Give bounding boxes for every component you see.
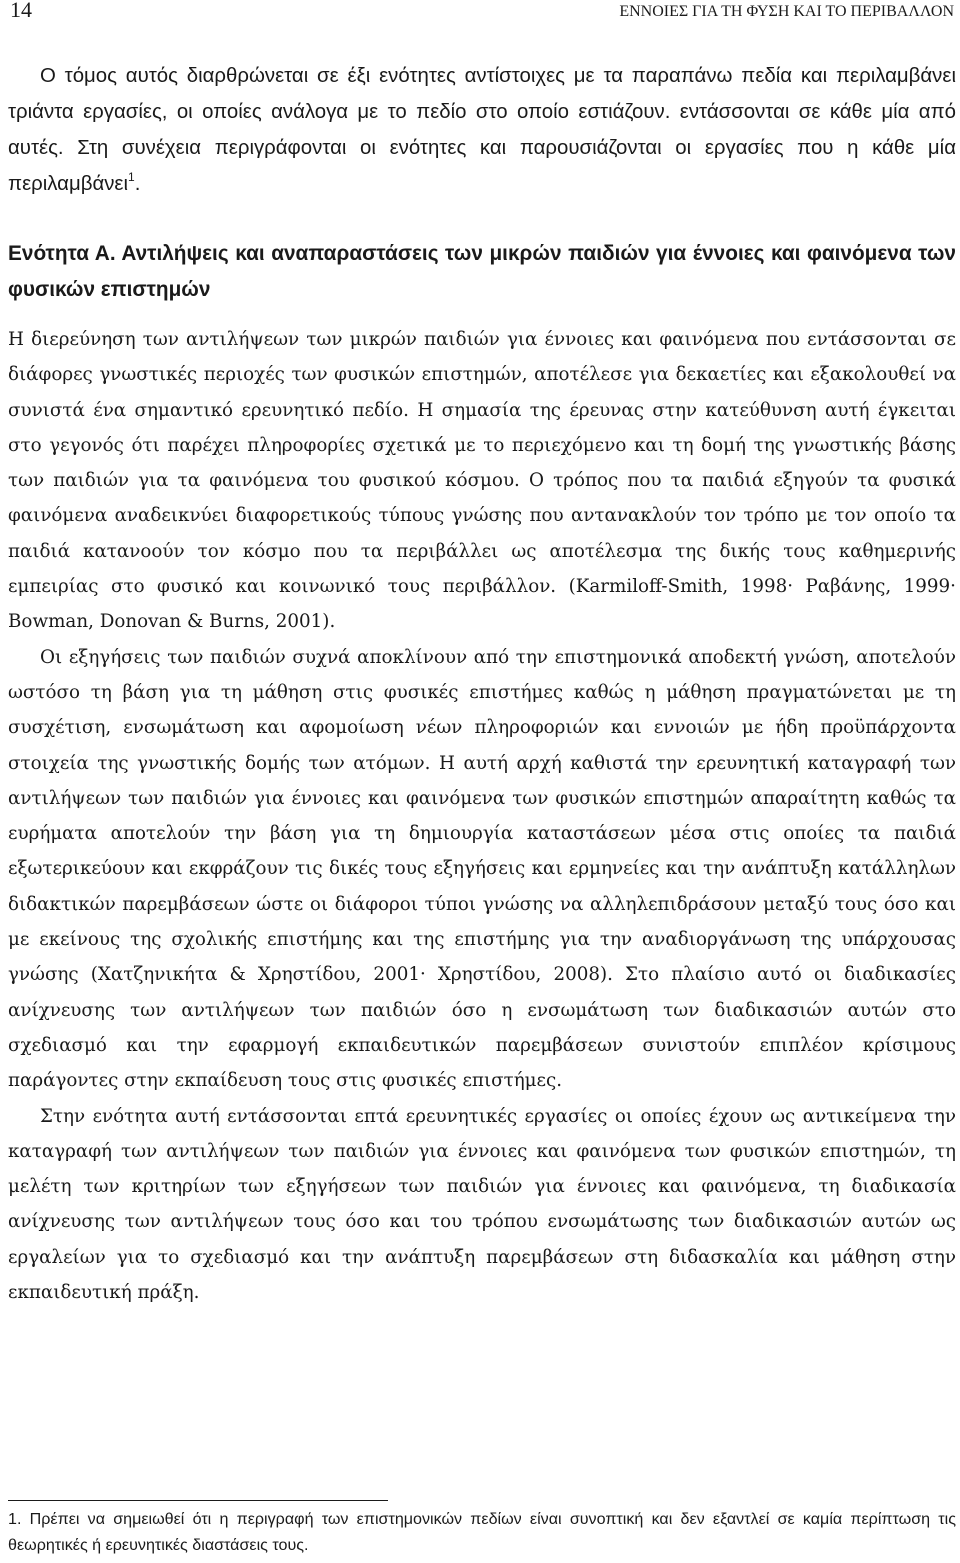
intro-text: Ο τόμος αυτός διαρθρώνεται σε έξι ενότητες αντίστοιχες με τα παραπάνω πεδία και περιλαμβάνει τριάντα εργασίες, οι οποίες ανάλογα με το πεδίο στο οποίο εστιάζουν. εντάσσονται σε κάθε μία από αυτές. Στη συνέχεια περιγράφονται οι ενότητες και παρουσιάζονται οι εργασίες που η κάθε μία περιλαμβάνει xyxy=(8,65,956,195)
footnote: 1. Πρέπει να σημειωθεί ότι η περιγραφή των επιστημονικών πεδίων είναι συνοπτική και δεν εξαντλεί σε καμία περίπτωση τις θεωρητικές ή ερευνητικές διαστάσεις τους. xyxy=(8,1510,956,1554)
running-header xyxy=(0,0,960,24)
section-body xyxy=(8,322,956,1310)
intro-paragraph xyxy=(8,58,956,202)
footnote-divider xyxy=(8,1500,388,1501)
body-paragraph: Η διερεύνηση των αντιλήψεων των μικρών παιδιών για έννοιες και φαινόμενα που εντάσσονται σε διάφορες γνωστικές περιοχές των φυσικών επιστημών, αποτέλεσε για δεκαετίες και εξακολουθεί να συνιστά ένα σημαντικό ερευνητικό πεδίο. Η σημασία της έρευνας στην κατεύθυνση αυτή έγκειται στο γεγονός ότι παρέχει πληροφορίες σχετικά με το περιεχόμενο και τη δομή της γνωστικής βάσης των παιδιών για τα φαινόμενα του φυσικού κόσμου. Ο τρόπος που τα παιδιά εξηγούν τα φυσικά φαινόμενα αναδεικνύει διαφορετικούς τύπους γνώσης που αντανακλούν τον τρόπο με τον οποίο τα παιδιά κατανοούν τον κόσμο που τα περιβάλλει ως αποτέλεσμα της δικής τους καθημερινής εμπειρίας στο φυσικό και κοινωνικό τους περιβάλλον. (Karmiloff-Smith, 1998· Ραβάνης, 1999· Bowman, Donovan & Burns, 2001). xyxy=(8,329,956,633)
intro-paragraph-block xyxy=(8,58,956,202)
page-number: 14 xyxy=(10,0,32,22)
running-title: ΕΝΝΟΙΕΣ ΓΙΑ ΤΗ ΦΥΣΗ ΚΑΙ ΤΟ ΠΕΡΙΒΑΛΛΟΝ xyxy=(619,3,954,20)
body-paragraph: Οι εξηγήσεις των παιδιών συχνά αποκλίνουν από την επιστημονικά αποδεκτή γνώση, αποτελούν ωστόσο τη βάση για τη μάθηση στις φυσικές επιστήμες καθώς η μάθηση πραγματώνεται με τη συσχέτιση, ενσωμάτωση και αφομοίωση νέων πληροφοριών και εννοιών με ήδη προϋπάρχοντα στοιχεία της γνωστικής δομής των ατόμων. Η αυτή αρχή καθιστά την ερευνητική καταγραφή των αντιλήψεων των παιδιών για έννοιες και φαινόμενα των φυσικών επιστημών απαραίτητη καθώς τα ευρήματα αποτελούν την βάση για τη δημιουργία καταστάσεων μέσα στις οποίες τα παιδιά εξωτερικεύουν και εκφράζουν τις δικές τους εξηγήσεις και ερμηνείες και την ανάπτυξη κατάλληλων διδακτικών παρεμβάσεων ώστε οι διάφοροι τύποι γνώσης να αλληλεπιδράσουν μεταξύ τους όσο και με εκείνους της σχολικής επιστήμης και της επιστήμης για την αναδιοργάνωση της υπάρχουσας γνώσης (Χατζηνικήτα & Χρηστίδου, 2001· Χρηστίδου, 2008). Στο πλαίσιο αυτό οι διαδικασίες ανίχνευσης των αντιλήψεων των παιδιών όσο η ενσωμάτωση των διαδικασιών αυτών στο σχεδιασμό και την εφαρμογή εκπαιδευτικών παρεμβάσεων συνιστούν επιπλέον κρίσιμους παράγοντες στην εκπαίδευση τους στις φυσικές επιστήμες. xyxy=(8,646,956,1092)
footnote-reference[interactable]: 1 xyxy=(128,170,135,184)
intro-end-punctuation: . xyxy=(134,173,141,195)
section-heading: Ενότητα Α. Αντιλήψεις και αναπαραστάσεις των μικρών παιδιών για έννοιες και φαινόμενα των φυσικών επιστημών xyxy=(8,242,956,301)
body-paragraph: Στην ενότητα αυτή εντάσσονται επτά ερευνητικές εργασίες οι οποίες έχουν ως αντικείμενα την καταγραφή των αντιλήψεων των παιδιών για έννοιες και φαινόμενα των φυσικών επιστημών, τη μελέτη των κριτηρίων των εξηγήσεων των παιδιών για έννοιες και φαινόμενα, τη διαδικασία ανίχνευσης των αντιλήψεων τους όσο και του τρόπου ενσωμάτωσης των διαδικασιών αυτών ως εργαλείων για το σχεδιασμό και την ανάπτυξη παρεμβάσεων στη διδασκαλία και μάθηση στην εκπαιδευτική πράξη. xyxy=(8,1105,956,1304)
